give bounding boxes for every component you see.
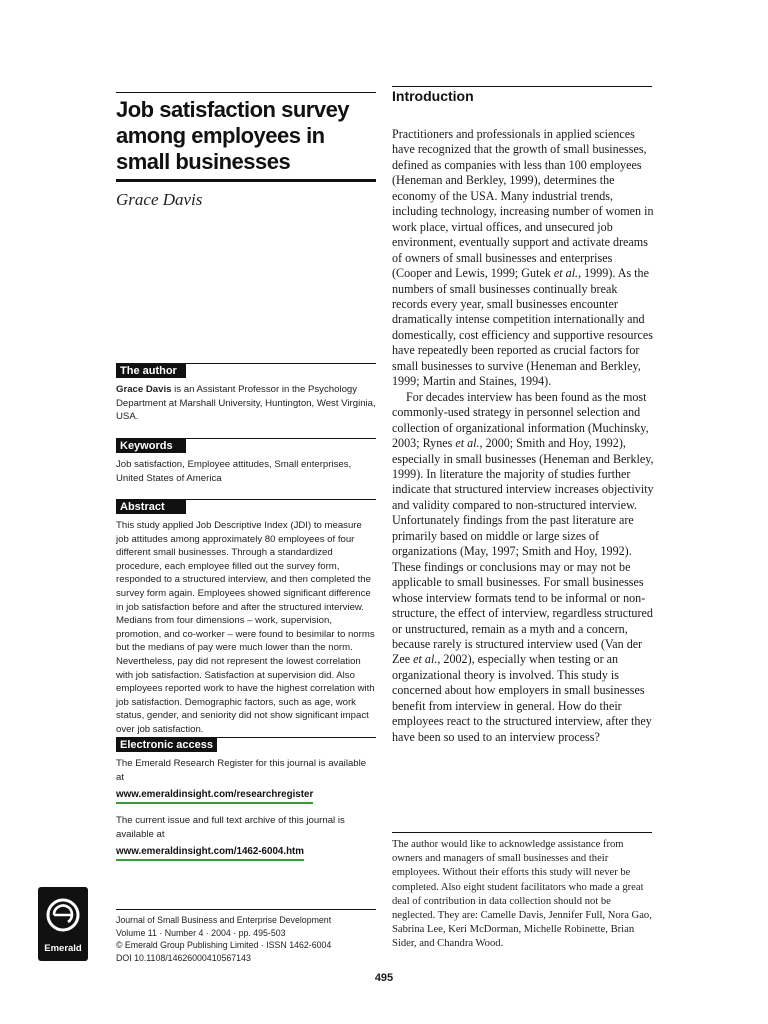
section-abstract bbox=[116, 499, 376, 737]
section-keywords bbox=[116, 438, 376, 485]
section-label-abstract: Abstract bbox=[116, 500, 186, 514]
section-electronic-access bbox=[116, 737, 376, 861]
author-bio-name: Grace Davis bbox=[116, 384, 172, 395]
journal-archive-link[interactable]: www.emeraldinsight.com/1462-6004.htm bbox=[116, 845, 304, 861]
author-bio-text: is an Assistant Professor in the Psychology Department at Marshall University, Huntington, West Virginia, USA. bbox=[116, 384, 376, 423]
emerald-e-icon bbox=[38, 887, 88, 943]
article-title: Job satisfaction survey among employees in small businesses bbox=[116, 97, 350, 174]
abstract-text: This study applied Job Descriptive Index (JDI) to measure job attitudes among approximately 80 employees of four different small businesses. Through a standardized procedure, each employee filled out the survey form, responded to a structured interview, and then completed the survey form again. Employees showed significant difference in job satisfaction before and after the structured interview. Medians from four dimensions – work, supervision, promotion, and co-worker – were found to besimilar to norms but the medians of pay were much lower than the norm. Nevertheless, pay did not represent the lowest correlation with job satisfaction. Satisfaction at supervision did. Also employees reported work to have the highest correlation with job satisfaction. Demographic factors, such as age, work status, gender, and seniority did not show significant impact over job satisfaction. bbox=[116, 520, 375, 735]
introduction-body bbox=[392, 127, 654, 745]
section-label-the-author: The author bbox=[116, 364, 186, 378]
research-register-link[interactable]: www.emeraldinsight.com/researchregister bbox=[116, 788, 313, 804]
journal-doi: DOI 10.1108/14626000410567143 bbox=[116, 952, 251, 963]
introduction-header bbox=[392, 86, 652, 104]
intro-paragraph-2: For decades interview has been found as the most commonly-used strategy in personnel selection and collection of organizational information (Muchinsky, 2003; Rynes et al., 2000; Smith and Hoy, 1992), especially in small businesses (Heneman and Berkley, 1999). In literature the majority of studies further indicate that structured interview increases objectivity and validity compared to non-structured interview. Unfortunately findings from the past literature are primarily based on middle or large sizes of organizations (May, 1997; Smith and Hoy, 1992). These findings or conclusions may or may not be applicable to small businesses. For small businesses whose interview formats tend to be informal or non-structure, the effect of interview, regardless structured or unstructured, remain as a myth and a concern, because rarely is structured interview used (Van der Zee et al., 2002), especially when testing or an organizational theory is involved. This study is concerned about how employers in small businesses benefit from interview in general. How do their employees react to the structured interview, after they have been so used to an interview process? bbox=[392, 389, 654, 744]
intro-top-rule bbox=[392, 86, 652, 87]
author-bio bbox=[116, 383, 376, 424]
electronic-access-text-1: The Emerald Research Register for this journal is available at bbox=[116, 758, 367, 783]
journal-copyright: © Emerald Group Publishing Limited · ISSN 1462-6004 bbox=[116, 940, 332, 950]
emerald-logo bbox=[38, 887, 88, 961]
article-author: Grace Davis bbox=[116, 190, 203, 209]
intro-paragraph-1: Practitioners and professionals in applied sciences have recognized that the growth of small businesses, defined as companies with less than 100 employees (Heneman and Berkley, 1999), determines the economy of the USA. Many industrial trends, including technology, increasing number of women in work place, virtual offices, and unsecured job environment, eventually support and activate dreams of owners of small businesses and enterprises (Cooper and Lewis, 1999; Gutek et al., 1999). As the numbers of small businesses continually break records every year, small businesses encounter dramatically intense competition internationally and domestically, cost efficiency and supportive resources have repeatedly been reported as crucial factors for small businesses to survive (Heneman and Berkley, 1999; Martin and Staines, 1994). bbox=[392, 127, 654, 389]
section-label-electronic-access: Electronic access bbox=[116, 738, 217, 752]
keywords-text: Job satisfaction, Employee attitudes, Small enterprises, United States of America bbox=[116, 459, 352, 484]
journal-name: Journal of Small Business and Enterprise Development bbox=[116, 915, 332, 925]
title-block bbox=[116, 92, 376, 210]
electronic-access-text-2: The current issue and full text archive of this journal is available at bbox=[116, 815, 345, 840]
page-number: 495 bbox=[374, 972, 394, 984]
title-bottom-rule bbox=[116, 179, 376, 182]
section-the-author bbox=[116, 363, 376, 424]
journal-volume: Volume 11 · Number 4 · 2004 · pp. 495-503 bbox=[116, 927, 286, 938]
journal-info bbox=[116, 909, 376, 964]
title-top-rule bbox=[116, 92, 376, 93]
acknowledgement-footnote: The author would like to acknowledge assistance from owners and managers of small businesses and their employees. Without their efforts this study will never be completed. Also eight student facilitators who made a great deal of contribution in data collection should not be neglected. They are: Camelle Davis, Jennifer Full, Nora Gao, Sabrina Lee, Keri McDorman, Michelle Robinette, Brian Sider, and Chandra Wood. bbox=[392, 832, 652, 952]
emerald-wordmark: Emerald bbox=[44, 943, 82, 954]
section-label-keywords: Keywords bbox=[116, 439, 186, 453]
introduction-heading: Introduction bbox=[392, 88, 474, 104]
